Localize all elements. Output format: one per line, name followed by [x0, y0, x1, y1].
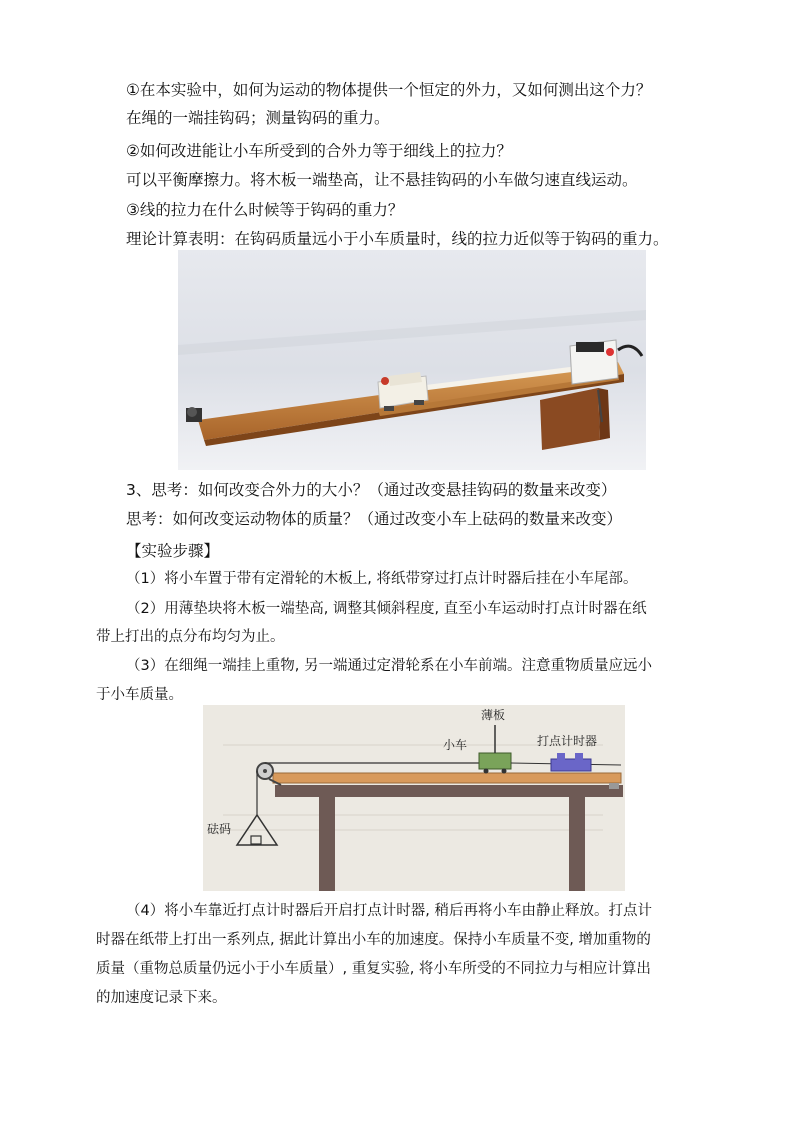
- answer-1: 在绳的一端挂钩码；测量钩码的重力。: [126, 109, 390, 127]
- step-2-line-1: （2）用薄垫块将木板一端垫高, 调整其倾斜程度, 直至小车运动时打点计时器在纸: [126, 601, 647, 617]
- think-mass: 思考：如何改变运动物体的质量？（通过改变小车上砝码的数量来改变）: [126, 510, 623, 528]
- step-4-line-3: 质量（重物总质量仍远小于小车质量）, 重复实验, 将小车所受的不同拉力与相应计算出: [96, 961, 651, 977]
- label-weight: 砝码: [207, 822, 232, 836]
- question-3: ③线的拉力在什么时候等于钩码的重力？: [126, 201, 404, 219]
- label-thin-plate: 薄板: [481, 708, 506, 722]
- question-1: ①在本实验中，如何为运动的物体提供一个恒定的外力，又如何测出这个力？: [126, 81, 652, 99]
- question-2: ②如何改进能让小车所受到的合外力等于细线上的拉力？: [126, 142, 512, 160]
- step-2-line-2: 带上打出的点分布均匀为止。: [96, 629, 285, 645]
- setup-diagram: [203, 705, 625, 891]
- step-1: （1）将小车置于带有定滑轮的木板上, 将纸带穿过打点计时器后挂在小车尾部。: [126, 571, 638, 587]
- think-force: 3、思考：如何改变合外力的大小？（通过改变悬挂钩码的数量来改变）: [126, 481, 617, 499]
- answer-3: 理论计算表明：在钩码质量远小于小车质量时，线的拉力近似等于钩码的重力。: [126, 230, 669, 248]
- answer-2: 可以平衡摩擦力。将木板一端垫高，让不悬挂钩码的小车做匀速直线运动。: [126, 171, 638, 189]
- step-3-line-1: （3）在细绳一端挂上重物, 另一端通过定滑轮系在小车前端。注意重物质量应远小: [126, 658, 652, 674]
- step-3-line-2: 于小车质量。: [96, 687, 183, 703]
- steps-heading: 【实验步骤】: [126, 542, 220, 560]
- label-timer: 打点计时器: [537, 734, 598, 748]
- step-4-line-1: （4）将小车靠近打点计时器后开启打点计时器, 稍后再将小车由静止释放。打点计: [126, 903, 652, 919]
- step-4-line-4: 的加速度记录下来。: [96, 990, 227, 1006]
- label-cart: 小车: [443, 738, 468, 752]
- apparatus-photo: [178, 250, 646, 470]
- step-4-line-2: 时器在纸带上打出一系列点, 据此计算出小车的加速度。保持小车质量不变, 增加重物的: [96, 932, 651, 948]
